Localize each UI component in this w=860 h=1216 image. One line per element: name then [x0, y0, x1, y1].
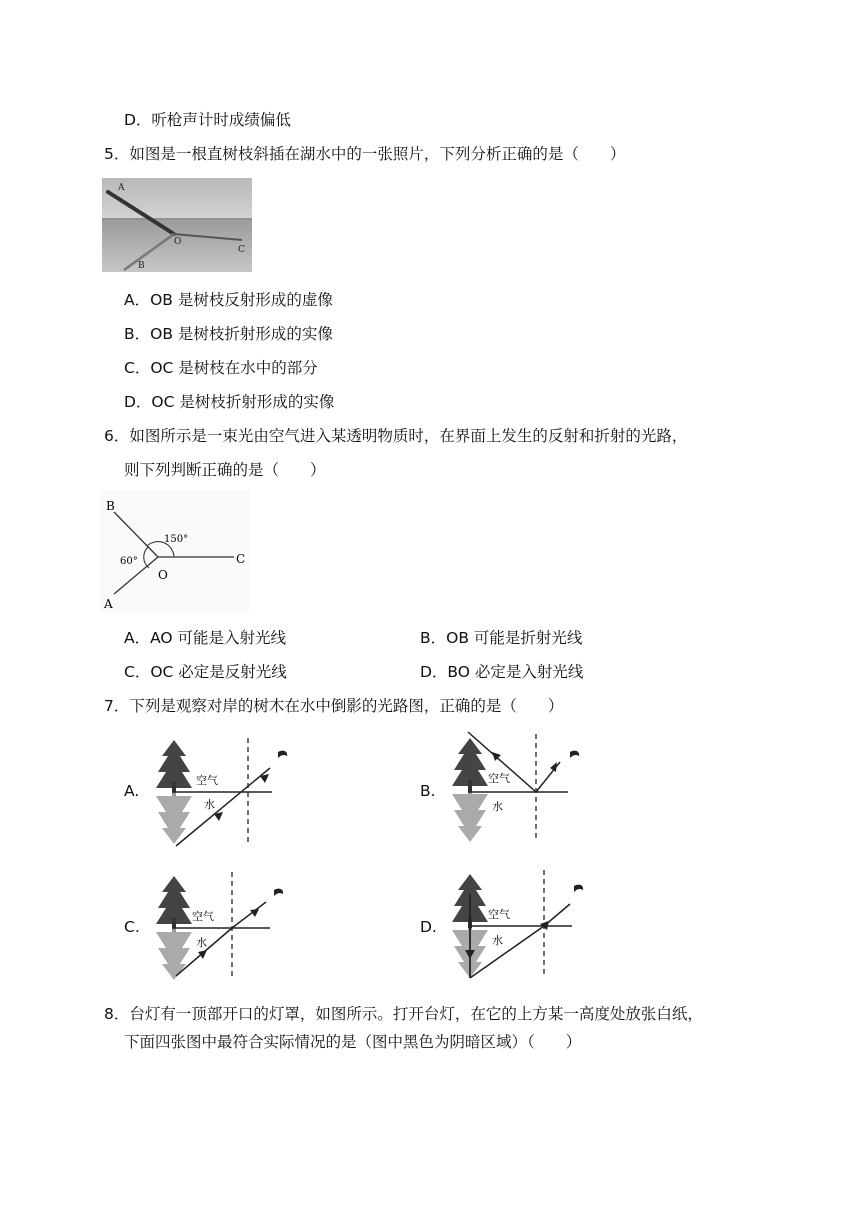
q5-stem: 5．如图是一根直树枝斜插在湖水中的一张照片，下列分析正确的是（ ）	[104, 145, 626, 163]
eye-icon	[274, 889, 283, 896]
q7-figure-a	[152, 732, 292, 850]
label-water: 水	[492, 800, 503, 813]
label-air: 空气	[488, 772, 510, 785]
photo-label-c: C	[238, 245, 245, 255]
angle-label-60: 60°	[120, 556, 138, 567]
q5-option-d: D．OC 是树枝折射形成的实像	[124, 393, 335, 411]
q8-stem-line1: 8．台灯有一顶部开口的灯罩，如图所示。打开台灯，在它的上方某一高度处放张白纸，	[104, 1005, 703, 1023]
q6-option-d: D．BO 必定是入射光线	[420, 663, 584, 681]
q6-stem-line2: 则下列判断正确的是（ ）	[124, 461, 326, 479]
q4-option-d: D．听枪声计时成绩偏低	[124, 111, 291, 129]
label-air: 空气	[488, 908, 510, 921]
q5-option-b: B．OB 是树枝折射形成的实像	[124, 325, 333, 343]
q7-figure-b	[448, 728, 588, 846]
diagram-label-o: O	[158, 568, 168, 582]
label-air: 空气	[196, 774, 218, 787]
q6-option-a: A．AO 可能是入射光线	[124, 629, 287, 647]
q7-stem: 7．下列是观察对岸的树木在水中倒影的光路图，正确的是（ ）	[104, 697, 564, 715]
diagram-label-c: C	[236, 552, 246, 566]
q6-diagram	[100, 490, 250, 612]
q7-option-b-label: B.	[420, 782, 436, 800]
label-air: 空气	[192, 910, 214, 923]
q7-option-d-label: D.	[420, 918, 437, 936]
q7-option-c-label: C.	[124, 918, 140, 936]
tree-icon	[452, 738, 488, 842]
q7-figure-d	[448, 864, 588, 982]
eye-icon	[570, 751, 579, 758]
eye-icon	[574, 885, 583, 892]
diagram-label-b: B	[106, 499, 115, 513]
q6-option-b: B．OB 可能是折射光线	[420, 629, 583, 647]
q7-option-a-label: A.	[124, 782, 140, 800]
q8-stem-line2: 下面四张图中最符合实际情况的是（图中黑色为阴暗区域）（ ）	[124, 1033, 582, 1051]
label-water: 水	[492, 934, 503, 947]
q5-photo	[102, 178, 252, 272]
label-water: 水	[204, 798, 215, 811]
q5-option-c: C．OC 是树枝在水中的部分	[124, 359, 318, 377]
q6-stem-line1: 6．如图所示是一束光由空气进入某透明物质时，在界面上发生的反射和折射的光路，	[104, 427, 688, 445]
photo-label-b: B	[138, 261, 145, 271]
diagram-label-a: A	[104, 597, 113, 611]
label-water: 水	[196, 936, 207, 949]
q7-figure-c	[152, 866, 292, 984]
q5-option-a: A．OB 是树枝反射形成的虚像	[124, 291, 333, 309]
angle-label-150: 150°	[164, 534, 189, 545]
q6-option-c: C．OC 必定是反射光线	[124, 663, 287, 681]
photo-label-o: O	[174, 237, 182, 247]
photo-label-a: A	[118, 183, 125, 193]
eye-icon	[278, 751, 287, 758]
